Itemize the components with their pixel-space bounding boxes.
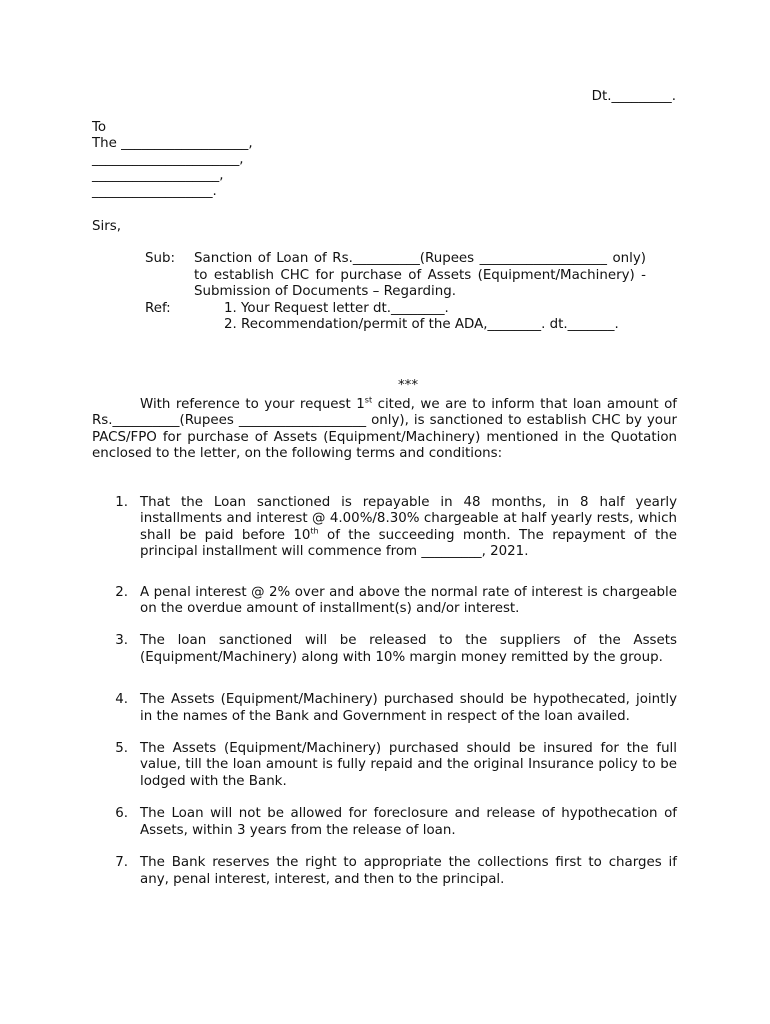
- term-item: [92, 806, 677, 839]
- intro-paragraph: With reference to your request 1st cited, we are to inform that loan amount of Rs.__________(Rupees ___________________ only), is sanctioned to establish CHC by your PACS/FPO for purchase of Assets (Equipment/Machinery) mentioned in the Quotation enclosed to the letter, on the following terms and conditions:: [92, 395, 677, 462]
- salutation: Sirs,: [92, 219, 121, 234]
- reference-list: [194, 301, 646, 334]
- term-text: That the Loan sanctioned is repayable in 48 months, in 8 half yearly installments and interest @ 4.00%/8.30% chargeable at half yearly rests, which shall be paid before 10th of the succeeding month. The repayment of the principal installment will commence from _________, 2021.: [140, 495, 677, 560]
- term-item: [92, 855, 677, 888]
- term-number: 4.: [115, 692, 128, 708]
- term-item: [92, 633, 677, 666]
- reference-item: 1. Your Request letter dt.________.: [241, 301, 646, 318]
- letter-date: Dt._________.: [591, 89, 676, 104]
- address-line: ___________________,: [92, 168, 224, 183]
- term-text: The Assets (Equipment/Machinery) purchased should be insured for the full value, till the loan amount is fully repaid and the original Insurance policy to be lodged with the Bank.: [140, 741, 677, 789]
- term-item: [92, 741, 677, 790]
- term-text: The Loan will not be allowed for foreclosure and release of hypothecation of Assets, within 3 years from the release of loan.: [140, 806, 677, 838]
- terms-list: [92, 495, 677, 888]
- subject-row: [145, 251, 646, 301]
- address-line: The ___________________,: [92, 136, 253, 151]
- separator: ***: [397, 378, 419, 393]
- reference-item: 2. Recommendation/permit of the ADA,________. dt._______.: [241, 317, 646, 334]
- term-text: The loan sanctioned will be released to the suppliers of the Assets (Equipment/Machinery) along with 10% margin money remitted by the group.: [140, 633, 677, 665]
- term-number: 7.: [115, 855, 128, 871]
- address-line: __________________.: [92, 184, 217, 199]
- term-number: 2.: [115, 584, 128, 600]
- subject-label: Sub:: [145, 251, 175, 266]
- term-number: 1.: [115, 495, 128, 510]
- reference-label: Ref:: [145, 300, 171, 316]
- reference-row: [145, 301, 646, 334]
- term-text: The Bank reserves the right to appropriate the collections first to charges if any, penal interest, interest, and then to the principal.: [140, 855, 677, 887]
- term-item: [92, 692, 677, 725]
- term-number: 6.: [115, 806, 128, 822]
- address-line: ______________________,: [92, 152, 244, 167]
- term-number: 3.: [115, 633, 128, 649]
- subject-reference-block: [145, 251, 646, 334]
- subject-text: Sanction of Loan of Rs.__________(Rupees ___________________ only) to establish CHC for purchase of Assets (Equipment/Machinery) - Submission of Documents – Regarding.: [194, 251, 646, 300]
- term-number: 5.: [115, 741, 128, 757]
- recipient-address: [92, 120, 253, 200]
- address-line: To: [92, 120, 107, 135]
- term-text: The Assets (Equipment/Machinery) purchased should be hypothecated, jointly in the names of the Bank and Government in respect of the loan availed.: [140, 692, 677, 724]
- term-text: A penal interest @ 2% over and above the normal rate of interest is chargeable on the overdue amount of installment(s) and/or interest.: [140, 584, 677, 617]
- term-item: [92, 585, 677, 618]
- term-item: [92, 495, 677, 561]
